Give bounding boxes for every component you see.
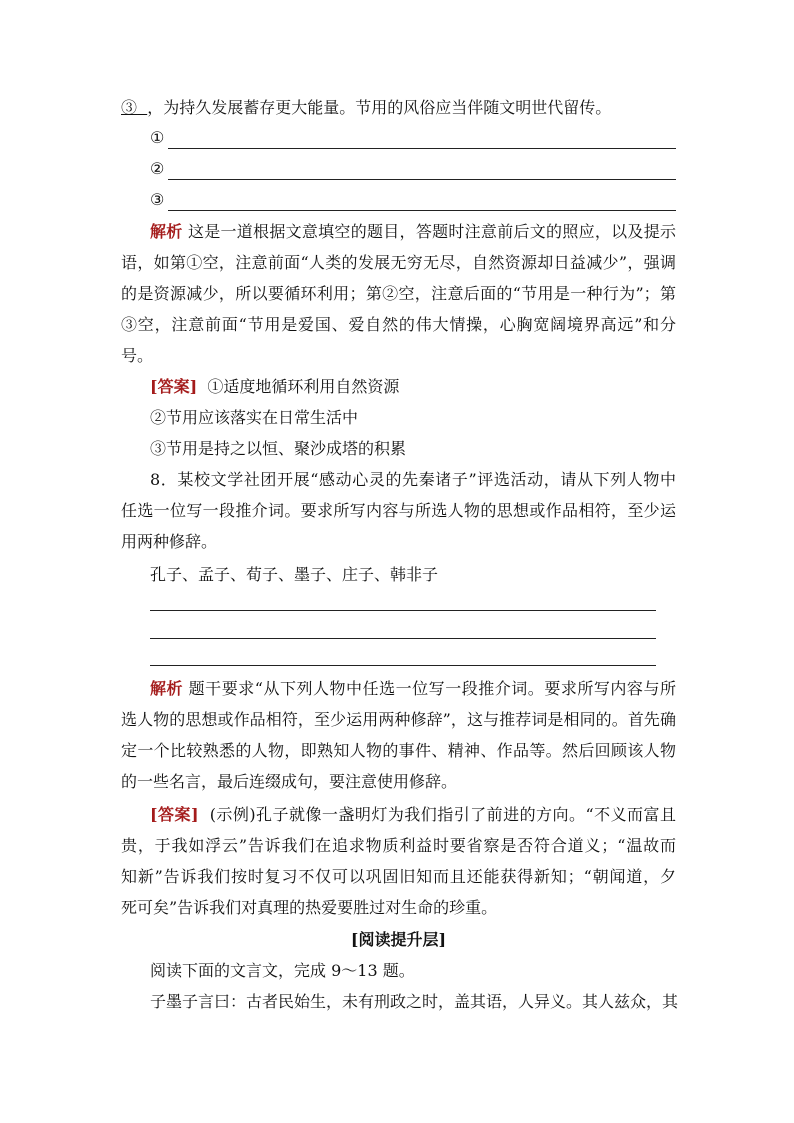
q7-analysis-line-4: ③空，注意前面“节用是爱国、爱自然的伟大情操，心胸宽阔境界高远”和分 [121,315,676,334]
answer-label: [答案] [150,377,198,396]
q7-analysis-line-2: 语，如第①空，注意前面“人类的发展无穷无尽，自然资源却日益减少”，强调 [121,253,676,272]
q7-analysis-line-3: 的是资源减少，所以要循环利用；第②空，注意后面的“节用是一种行为”；第 [121,284,676,303]
q7-answer-line-1: [答案] ①适度地循环利用自然资源 [150,377,400,396]
q8-line-1: 8．某校文学社团开展“感动心灵的先秦诸子”评选活动，请从下列人物中 [150,470,676,489]
q8-analysis-line-1: 解析 题干要求“从下列人物中任选一位写一段推介词。要求所写内容与所 [150,679,676,698]
answer-blank-1[interactable] [150,128,676,152]
blank-number: ① [150,128,165,147]
answer-label: [答案] [150,805,199,824]
q8-analysis-line-3: 定一个比较熟悉的人物，即熟知人物的事件、精神、作品等。然后回顾该人物 [121,741,676,760]
q8-answer-line-2: 贵，于我如浮云”告诉我们在追求物质利益时要省察是否符合道义；“温故而 [121,836,676,855]
blank-marker: ③ [121,98,138,117]
q8-line-3: 用两种修辞。 [121,532,218,551]
q7-analysis-line-5: 号。 [121,346,154,365]
intro-line [121,92,676,123]
section-title: [阅读提升层] [350,930,447,949]
q7-analysis-line-1: 解析 这是一道根据文意填空的题目，答题时注意前后文的照应，以及提示 [150,222,676,241]
q8-analysis-line-2: 选人物的思想或作品相符，至少运用两种修辞”，这与推荐词是相同的。首先确 [121,710,676,729]
reading-passage-line-1: 子墨子言曰：古者民始生，未有刑政之时，盖其语，人异义。其人兹众，其 [150,992,679,1011]
reading-instruction: 阅读下面的文言文，完成 9～13 题。 [150,961,415,980]
q8-options: 孔子、孟子、荀子、墨子、庄子、韩非子 [150,565,439,584]
writing-line-1[interactable] [150,610,656,611]
blank-number: ② [150,159,165,178]
answer-blank-3[interactable] [150,190,676,214]
q7-answer-line-2: ②节用应该落实在日常生活中 [150,408,359,427]
q7-answer-line-3: ③节用是持之以恒、聚沙成塔的积累 [150,439,407,458]
writing-line-3[interactable] [150,665,656,666]
writing-line-2[interactable] [150,638,656,639]
q8-line-2: 任选一位写一段推介词。要求所写内容与所选人物的思想或作品相符，至少运 [121,501,676,520]
q8-analysis-line-4: 的一些名言，最后连缀成句，要注意使用修辞。 [121,772,458,791]
answer-blank-2[interactable] [150,159,676,183]
q8-answer-line-4: 死可矣”告诉我们对真理的热爱要胜过对生命的珍重。 [121,898,498,917]
analysis-label: 解析 [150,679,184,698]
q8-answer-line-1: [答案] (示例)孔子就像一盏明灯为我们指引了前进的方向。“不义而富且 [150,805,676,824]
analysis-label: 解析 [150,222,183,241]
blank-number: ③ [150,190,165,209]
q8-answer-line-3: 知新”告诉我们按时复习不仅可以巩固旧知而且还能获得新知；“朝闻道，夕 [121,867,676,886]
intro-text: ，为持久发展蓄存更大能量。节用的风俗应当伴随文明世代留传。 [147,98,612,117]
